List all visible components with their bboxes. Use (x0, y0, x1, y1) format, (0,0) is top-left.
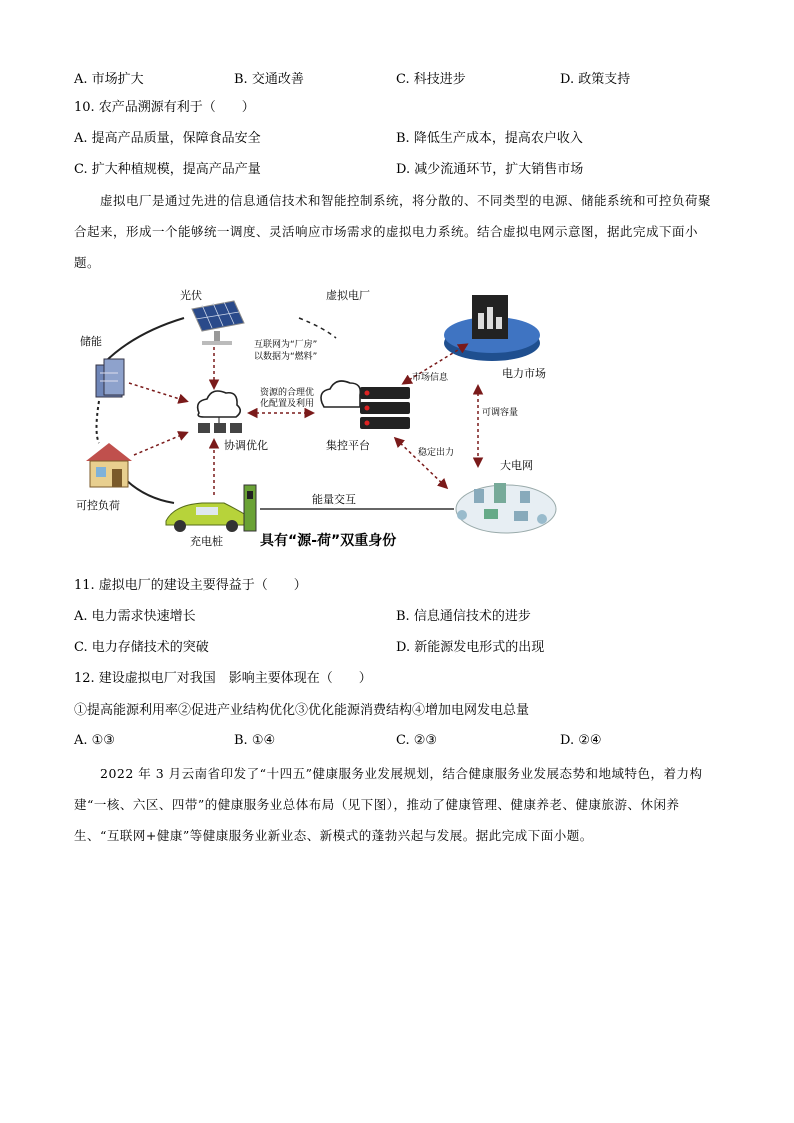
q10-option-d[interactable]: D. 减少流通环节，扩大销售市场 (396, 162, 584, 177)
q10-stem: 10. 农产品溯源有利于（ ） (74, 100, 255, 115)
label-charger: 充电桩 (190, 535, 223, 548)
note-market-info: 市场信息 (412, 373, 449, 383)
power-grid-icon (456, 483, 556, 533)
solar-panel-icon (192, 301, 244, 345)
q11-option-d[interactable]: D. 新能源发电形式的出现 (396, 640, 545, 655)
charging-pile-icon (244, 485, 256, 531)
label-pv: 光伏 (180, 289, 202, 302)
q9-option-c[interactable]: C. 科技进步 (396, 72, 466, 87)
note-resource-line2: 化配置及利用 (260, 399, 315, 409)
q9-option-d[interactable]: D. 政策支持 (560, 72, 631, 87)
q9-option-a[interactable]: A. 市场扩大 (74, 72, 144, 87)
q12-items: ①提高能源利用率②促进产业结构优化③优化能源消费结构④增加电网发电总量 (74, 703, 530, 718)
q12-stem: 12. 建设虚拟电厂对我国 影响主要体现在（ ） (74, 671, 372, 686)
label-storage: 储能 (80, 335, 102, 348)
label-coordination: 协调优化 (224, 439, 268, 452)
note-stable-output: 稳定出力 (418, 448, 455, 458)
cloud-server-icon (198, 391, 242, 433)
q11-option-b[interactable]: B. 信息通信技术的进步 (396, 609, 531, 624)
arc-load-charger (124, 478, 174, 503)
q12-option-c[interactable]: C. ②③ (396, 733, 438, 748)
q11-option-a[interactable]: A. 电力需求快速增长 (74, 609, 196, 624)
passage-yunnan-health: 2022 年 3 月云南省印发了“十四五”健康服务业发展规划，结合健康服务业发展态势和地域特色，着力构建“一核、六区、四带”的健康服务业总体布局（见下图），推动了健康管理、健康养老、健康旅游、休闲养生、“互联网+健康”等健康服务业新业态、新模式的蓬勃兴起与发展。据此完成下面小题。 (74, 766, 703, 843)
electric-car-icon (166, 503, 246, 532)
label-energy-exchange: 能量交互 (312, 493, 356, 506)
label-control-platform: 集控平台 (326, 439, 370, 452)
note-resource-line1: 资源的合理优 (260, 388, 315, 398)
q10-option-b[interactable]: B. 降低生产成本，提高农户收入 (396, 131, 583, 146)
q10-option-a[interactable]: A. 提高产品质量，保障食品安全 (74, 131, 261, 146)
q11-stem: 11. 虚拟电厂的建设主要得益于（ ） (74, 578, 307, 593)
control-platform-icon (321, 381, 410, 429)
q11-option-c[interactable]: C. 电力存储技术的突破 (74, 640, 209, 655)
arc-pv-storage (104, 318, 184, 363)
diagram-caption: 具有“源-荷”双重身份 (260, 533, 397, 549)
q9-option-b[interactable]: B. 交通改善 (234, 72, 304, 87)
virtual-power-plant-diagram (74, 283, 564, 551)
arc-storage-load (97, 401, 100, 443)
note-internet-line1: 互联网为“厂房” (254, 340, 318, 350)
label-power-market: 电力市场 (502, 367, 546, 380)
q12-option-a[interactable]: A. ①③ (74, 733, 115, 748)
q10-option-c[interactable]: C. 扩大种植规模，提高产品产量 (74, 162, 261, 177)
energy-storage-icon (96, 359, 124, 397)
diagram-title: 虚拟电厂 (326, 289, 370, 302)
note-internet-line2: 以数据为“燃料” (254, 352, 318, 362)
label-controllable-load: 可控负荷 (76, 499, 120, 512)
label-grid: 大电网 (500, 459, 533, 472)
q12-option-b[interactable]: B. ①④ (234, 733, 276, 748)
power-market-icon (444, 295, 540, 361)
house-icon (86, 443, 132, 487)
q12-option-d[interactable]: D. ②④ (560, 733, 602, 748)
passage-virtual-power-plant: 虚拟电厂是通过先进的信息通信技术和智能控制系统，将分散的、不同类型的电源、储能系统和可控负荷聚合起来，形成一个能够统一调度、灵活响应市场需求的虚拟电力系统。结合虚拟电网示意图，据此完成下面小题。 (74, 193, 712, 270)
note-capacity: 可调容量 (482, 408, 519, 418)
